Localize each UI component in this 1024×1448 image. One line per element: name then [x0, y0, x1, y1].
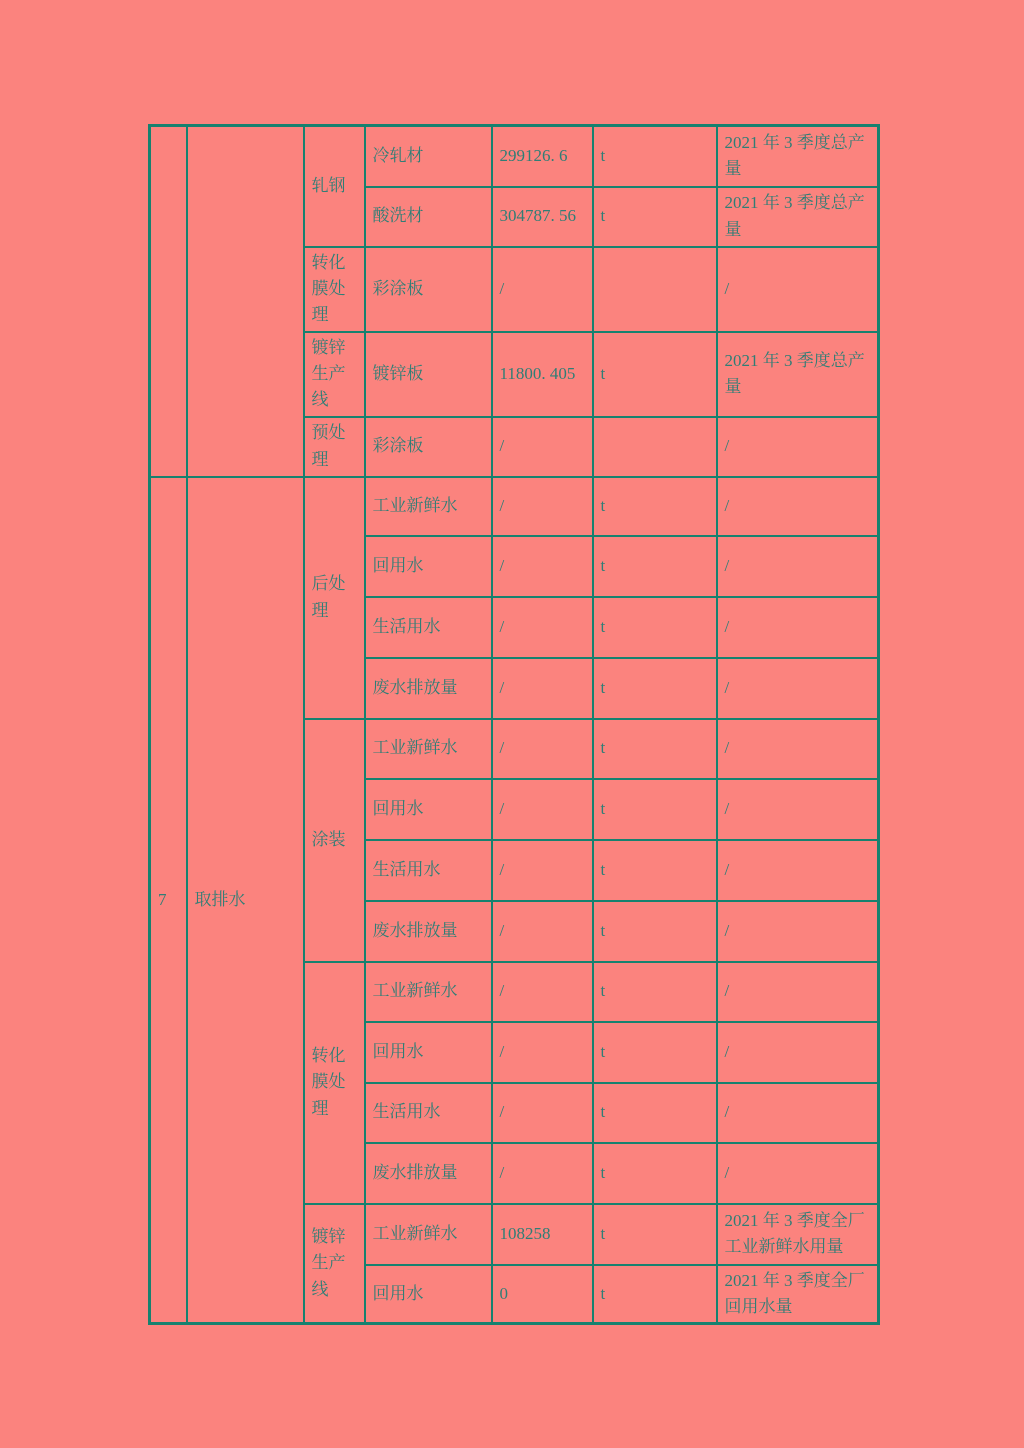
line-cell: 后处理: [304, 477, 365, 719]
note-cell: /: [717, 417, 879, 477]
note-cell: 2021 年 3 季度总产量: [717, 187, 879, 247]
value-cell: 304787. 56: [492, 187, 593, 247]
value-cell: /: [492, 962, 593, 1022]
item-cell: 回用水: [365, 1265, 492, 1324]
note-cell: /: [717, 597, 879, 658]
value-cell: 11800. 405: [492, 332, 593, 417]
line-cell: 镀锌生产线: [304, 1204, 365, 1324]
unit-cell: t: [593, 779, 717, 840]
note-cell: /: [717, 840, 879, 901]
note-cell: /: [717, 1022, 879, 1083]
value-cell: /: [492, 840, 593, 901]
category-cell: 取排水: [187, 477, 304, 1324]
value-cell: 299126. 6: [492, 126, 593, 187]
value-cell: /: [492, 1022, 593, 1083]
item-cell: 工业新鲜水: [365, 962, 492, 1022]
value-cell: /: [492, 417, 593, 477]
value-cell: /: [492, 597, 593, 658]
unit-cell: t: [593, 477, 717, 536]
item-cell: 工业新鲜水: [365, 719, 492, 779]
report-table: [148, 124, 880, 1325]
note-cell: 2021 年 3 季度全厂回用水量: [717, 1265, 879, 1324]
value-cell: /: [492, 1143, 593, 1204]
note-cell: /: [717, 1083, 879, 1143]
line-cell: 镀锌生产线: [304, 332, 365, 417]
unit-cell: t: [593, 187, 717, 247]
note-cell: /: [717, 536, 879, 597]
note-cell: 2021 年 3 季度总产量: [717, 332, 879, 417]
value-cell: /: [492, 658, 593, 719]
item-cell: 彩涂板: [365, 417, 492, 477]
unit-cell: [593, 417, 717, 477]
item-cell: 工业新鲜水: [365, 1204, 492, 1265]
note-cell: 2021 年 3 季度总产量: [717, 126, 879, 187]
value-cell: 108258: [492, 1204, 593, 1265]
item-cell: 废水排放量: [365, 658, 492, 719]
unit-cell: t: [593, 126, 717, 187]
table-row: [150, 126, 879, 187]
item-cell: 生活用水: [365, 597, 492, 658]
item-cell: 彩涂板: [365, 247, 492, 332]
note-cell: /: [717, 247, 879, 332]
value-cell: /: [492, 247, 593, 332]
value-cell: /: [492, 901, 593, 962]
unit-cell: t: [593, 1143, 717, 1204]
item-cell: 生活用水: [365, 840, 492, 901]
line-cell: 转化膜处理: [304, 962, 365, 1204]
line-cell: 预处理: [304, 417, 365, 477]
item-cell: 回用水: [365, 536, 492, 597]
item-cell: 废水排放量: [365, 1143, 492, 1204]
note-cell: /: [717, 901, 879, 962]
unit-cell: t: [593, 840, 717, 901]
unit-cell: t: [593, 597, 717, 658]
item-cell: 冷轧材: [365, 126, 492, 187]
unit-cell: t: [593, 962, 717, 1022]
note-cell: /: [717, 658, 879, 719]
value-cell: /: [492, 719, 593, 779]
unit-cell: t: [593, 658, 717, 719]
unit-cell: t: [593, 332, 717, 417]
note-cell: /: [717, 1143, 879, 1204]
index-cell: 7: [150, 477, 187, 1324]
item-cell: 工业新鲜水: [365, 477, 492, 536]
line-cell: 轧钢: [304, 126, 365, 247]
value-cell: /: [492, 536, 593, 597]
line-cell: 转化膜处理: [304, 247, 365, 332]
unit-cell: t: [593, 536, 717, 597]
note-cell: /: [717, 477, 879, 536]
value-cell: /: [492, 779, 593, 840]
value-cell: /: [492, 1083, 593, 1143]
table-row: [150, 477, 879, 536]
note-cell: /: [717, 719, 879, 779]
index-cell: [150, 126, 187, 477]
note-cell: /: [717, 779, 879, 840]
unit-cell: t: [593, 719, 717, 779]
unit-cell: t: [593, 1204, 717, 1265]
value-cell: 0: [492, 1265, 593, 1324]
unit-cell: t: [593, 1265, 717, 1324]
item-cell: 生活用水: [365, 1083, 492, 1143]
item-cell: 废水排放量: [365, 901, 492, 962]
item-cell: 回用水: [365, 779, 492, 840]
note-cell: /: [717, 962, 879, 1022]
unit-cell: [593, 247, 717, 332]
category-cell: [187, 126, 304, 477]
line-cell: 涂装: [304, 719, 365, 962]
note-cell: 2021 年 3 季度全厂工业新鲜水用量: [717, 1204, 879, 1265]
value-cell: /: [492, 477, 593, 536]
item-cell: 酸洗材: [365, 187, 492, 247]
unit-cell: t: [593, 1083, 717, 1143]
unit-cell: t: [593, 901, 717, 962]
item-cell: 回用水: [365, 1022, 492, 1083]
item-cell: 镀锌板: [365, 332, 492, 417]
unit-cell: t: [593, 1022, 717, 1083]
